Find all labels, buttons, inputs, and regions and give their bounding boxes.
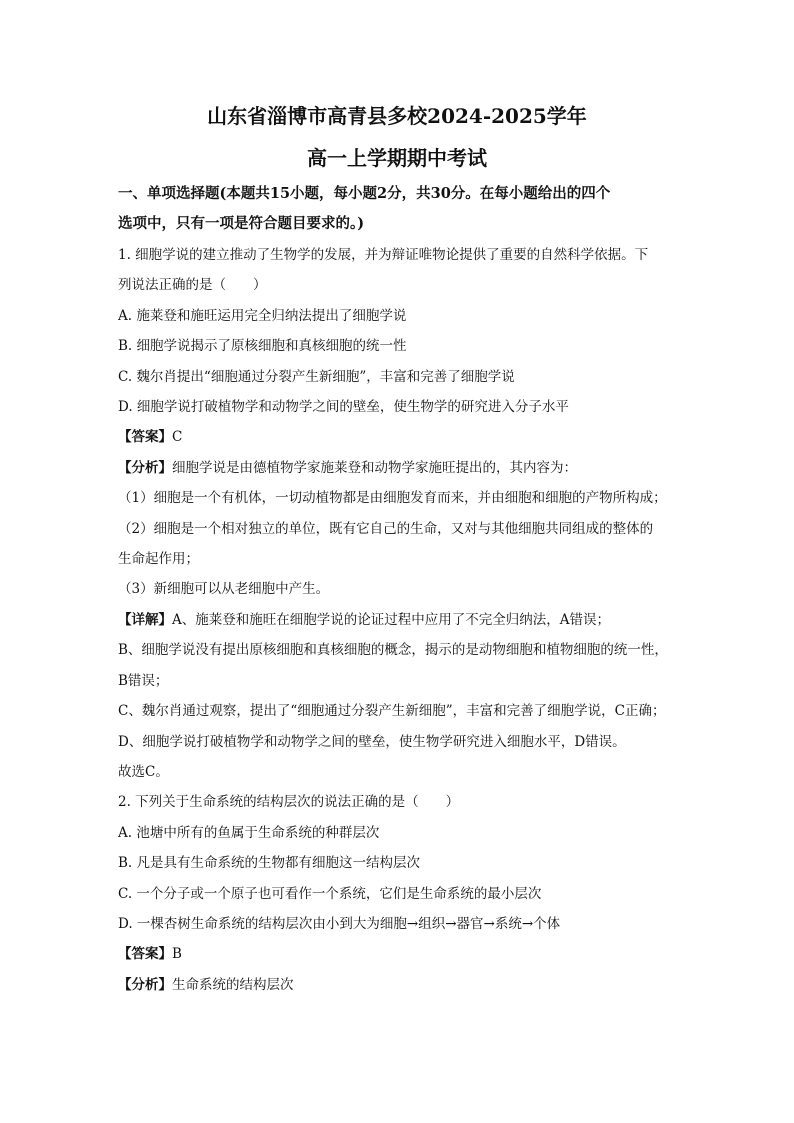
analysis-text: 生命系统的结构层次: [172, 976, 294, 993]
q1-option-c: C. 魏尔肖提出“细胞通过分裂产生新细胞”，丰富和完善了细胞学说: [118, 368, 515, 385]
q1-analysis-point-1: （1）细胞是一个有机体，一切动植物都是由细胞发育而来，并由细胞和细胞的产物所构成；: [118, 490, 667, 507]
q1-option-a: A. 施莱登和施旺运用完全归纳法提出了细胞学说: [118, 307, 407, 324]
section-heading-line1: 一、单项选择题(本题共15小题，每小题2分，共30分。在每小题给出的四个: [118, 185, 611, 202]
q1-detail-b-line2: B错误；: [118, 672, 169, 689]
q2-option-b: B. 凡是具有生命系统的生物都有细胞这一结构层次: [118, 855, 421, 872]
answer-value: B: [172, 946, 182, 963]
q1-analysis-point-3: （3）新细胞可以从老细胞中产生。: [118, 581, 330, 598]
q1-detail-c: C、魏尔肖通过观察，提出了“细胞通过分裂产生新细胞”，丰富和完善了细胞学说，C正确；: [118, 703, 666, 720]
q1-conclusion: 故选C。: [118, 763, 169, 780]
q1-stem-line1: 1. 细胞学说的建立推动了生物学的发展，并为辩证唯物论提供了重要的自然科学依据。下: [118, 247, 649, 263]
analysis-tag: 【分析】: [118, 459, 172, 476]
analysis-tag: 【分析】: [118, 976, 172, 993]
q1-detail-b-line1: B、细胞学说没有提出原核细胞和真核细胞的概念，揭示的是动物细胞和植物细胞的统一性，: [118, 642, 668, 659]
q1-analysis-point-2-cont: 生命起作用；: [118, 551, 199, 568]
answer-value: C: [172, 429, 183, 446]
document-title-line1: 山东省淄博市高青县多校2024-2025学年: [207, 104, 587, 128]
q1-option-d: D. 细胞学说打破植物学和动物学之间的壁垒，使生物学的研究进入分子水平: [118, 399, 569, 416]
q2-option-c: C. 一个分子或一个原子也可看作一个系统，它们是生命系统的最小层次: [118, 885, 542, 902]
q2-option-d: D. 一棵杏树生命系统的结构层次由小到大为细胞→组织→器官→系统→个体: [118, 915, 561, 932]
answer-tag: 【答案】: [118, 946, 172, 963]
document-content: [118, 100, 676, 1000]
q1-analysis-point-2: （2）细胞是一个相对独立的单位，既有它自己的生命，又对与其他细胞共同组成的整体的: [118, 520, 654, 537]
detail-a-text: A、施莱登和施旺在细胞学说的论证过程中应用了不完全归纳法，A错误；: [172, 611, 610, 628]
question-1: [118, 240, 676, 787]
section-heading-line2: 选项中，只有一项是符合题目要求的。): [118, 215, 365, 232]
q2-answer: [118, 939, 676, 969]
q1-detail-d: D、细胞学说打破植物学和动物学之间的壁垒，使生物学研究进入细胞水平，D错误。: [118, 733, 626, 750]
q1-detail-a: [118, 605, 676, 635]
q1-analysis: [118, 453, 676, 483]
analysis-text: 细胞学说是由德植物学家施莱登和动物学家施旺提出的，其内容为：: [172, 459, 577, 476]
q2-stem: 2. 下列关于生命系统的结构层次的说法正确的是（ ）: [118, 794, 460, 811]
q1-answer: [118, 422, 676, 452]
q1-stem-line2: 列说法正确的是（ ）: [118, 277, 267, 294]
answer-tag: 【答案】: [118, 429, 172, 446]
q1-option-b: B. 细胞学说揭示了原核细胞和真核细胞的统一性: [118, 338, 407, 355]
document-title-line2: 高一上学期期中考试: [307, 146, 487, 170]
q2-option-a: A. 池塘中所有的鱼属于生命系统的种群层次: [118, 824, 380, 841]
question-2: [118, 787, 676, 1000]
q2-analysis: [118, 970, 676, 1000]
detail-tag: 【详解】: [118, 611, 172, 628]
